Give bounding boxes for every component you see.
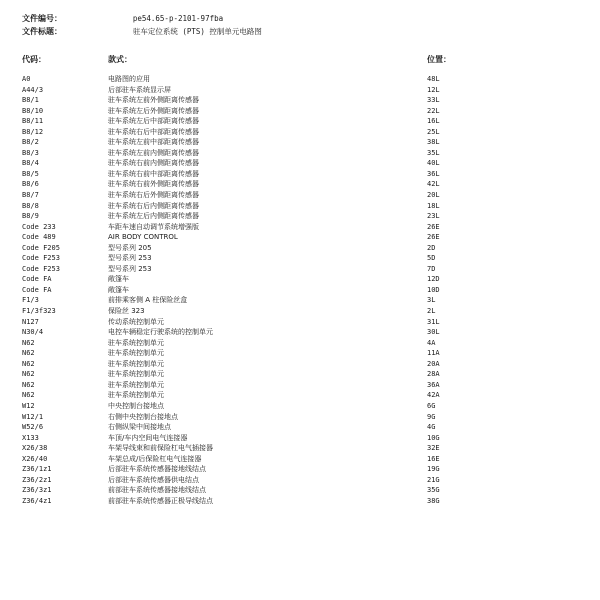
row-description: 敞篷车 — [108, 285, 129, 294]
row-description: 中央控制台接地点 — [108, 401, 164, 410]
row-position: 42L — [427, 180, 440, 189]
row-code: F1/3 — [22, 296, 39, 305]
row-description: 保险丝 323 — [108, 307, 145, 316]
row-code: A44/3 — [22, 85, 44, 94]
row-description: 前排乘客侧 A 柱保险丝盒 — [108, 296, 188, 305]
row-description: 驻车系统右后中部距离传感器 — [108, 127, 199, 136]
row-description: 驻车系统右后外侧距离传感器 — [108, 191, 199, 200]
row-code: Code F253 — [22, 254, 60, 263]
file-number-value: pe54.65-p-2101-97fba — [132, 14, 224, 23]
row-description: 驻车系统控制单元 — [108, 349, 164, 358]
table-row — [0, 232, 600, 243]
table-row — [0, 264, 600, 275]
table-header — [0, 54, 600, 66]
row-description: 驻车系统控制单元 — [108, 380, 164, 389]
table-row — [0, 201, 600, 212]
row-position: 30L — [427, 328, 440, 337]
row-code: Code 489 — [22, 233, 56, 242]
row-code: W12 — [22, 401, 35, 410]
row-position: 48L — [427, 75, 440, 83]
table-row — [0, 137, 600, 148]
row-description: 驻车系统右前内侧距离传感器 — [108, 159, 199, 168]
row-position: 32E — [427, 444, 440, 453]
row-description: 驻车系统左后外侧距离传感器 — [108, 106, 199, 115]
table-row — [0, 369, 600, 380]
row-description: 车距车速自动调节系统增强版 — [108, 222, 199, 231]
row-position: 22L — [427, 106, 440, 115]
table-row — [0, 274, 600, 285]
row-position: 28A — [427, 370, 440, 379]
file-number-label: 文件编号： — [22, 14, 62, 23]
table-row — [0, 338, 600, 349]
row-description: 后部驻车系统传感器供电结点 — [108, 475, 199, 484]
table-row — [0, 306, 600, 317]
row-position: 38G — [427, 496, 440, 505]
row-position: 16L — [427, 117, 440, 126]
table-row — [0, 106, 600, 117]
table-row — [0, 190, 600, 201]
table-row — [0, 158, 600, 169]
table-row — [0, 485, 600, 496]
table-row — [0, 327, 600, 338]
table-row — [0, 179, 600, 190]
row-code: Code FA — [22, 285, 52, 294]
row-code: B8/9 — [22, 212, 39, 221]
column-header-position: 位置： — [427, 55, 451, 64]
row-description: 驻车系统左后内侧距离传感器 — [108, 212, 199, 221]
row-code: Code F253 — [22, 264, 60, 273]
row-code: X26/38 — [22, 444, 48, 453]
row-code: B8/7 — [22, 191, 39, 200]
table-row — [0, 422, 600, 433]
table-row — [0, 348, 600, 359]
file-number-row — [22, 13, 223, 25]
table-row — [0, 222, 600, 233]
row-description: 驻车系统右前外侧距离传感器 — [108, 180, 199, 189]
row-position: 18L — [427, 201, 440, 210]
row-position: 36A — [427, 380, 440, 389]
row-description: 驻车系统左后中部距离传感器 — [108, 117, 199, 126]
component-list — [0, 74, 600, 506]
row-position: 11A — [427, 349, 440, 358]
row-position: 36L — [427, 169, 440, 178]
row-position: 4G — [427, 423, 436, 432]
row-position: 4A — [427, 338, 436, 347]
row-description: 驻车系统控制单元 — [108, 338, 164, 347]
row-description: 型号系列 253 — [108, 264, 152, 273]
row-code: X26/40 — [22, 454, 48, 463]
row-description: 车架导线束和前保险杠电气插接器 — [108, 444, 213, 453]
row-description: 型号系列 205 — [108, 243, 152, 252]
row-description: 后部驻车系统传感器接地线结点 — [108, 465, 206, 474]
row-description: 驻车系统右前中部距离传感器 — [108, 169, 199, 178]
file-title-row — [22, 26, 262, 38]
row-code: F1/3f323 — [22, 307, 56, 316]
row-description: 驻车系统控制单元 — [108, 391, 164, 400]
table-row — [0, 95, 600, 106]
row-description: 驻车系统右后内侧距离传感器 — [108, 201, 199, 210]
table-row — [0, 454, 600, 465]
row-description: AIR BODY CONTROL — [108, 233, 178, 242]
row-position: 10D — [427, 285, 440, 294]
table-row — [0, 401, 600, 412]
file-title-label: 文件标题： — [22, 27, 62, 36]
row-description: 右侧纵梁中间接地点 — [108, 423, 171, 432]
row-code: W12/1 — [22, 412, 44, 421]
row-position: 5D — [427, 254, 436, 263]
row-position: 26E — [427, 222, 440, 231]
row-code: Code F205 — [22, 243, 60, 252]
row-description: 驻车系统控制单元 — [108, 359, 164, 368]
row-position: 2D — [427, 243, 436, 252]
column-header-code: 代码： — [22, 55, 46, 64]
row-code: N62 — [22, 359, 35, 368]
row-position: 16E — [427, 454, 440, 463]
row-position: 19G — [427, 465, 440, 474]
row-code: B8/3 — [22, 148, 39, 157]
row-position: 12L — [427, 85, 440, 94]
table-row — [0, 211, 600, 222]
table-row — [0, 317, 600, 328]
row-position: 35L — [427, 148, 440, 157]
table-row — [0, 464, 600, 475]
row-code: B8/6 — [22, 180, 39, 189]
row-description: 驻车系统左前中部距离传感器 — [108, 138, 199, 147]
row-code: Z36/3z1 — [22, 486, 52, 495]
row-description: 后部驻车系统显示屏 — [108, 85, 171, 94]
table-row — [0, 127, 600, 138]
row-code: N62 — [22, 349, 35, 358]
row-code: A0 — [22, 75, 31, 83]
row-description: 车顶/车内空间电气连接器 — [108, 433, 188, 442]
table-row — [0, 285, 600, 296]
table-row — [0, 85, 600, 96]
table-row — [0, 443, 600, 454]
row-code: N62 — [22, 338, 35, 347]
row-code: N30/4 — [22, 328, 44, 337]
table-row — [0, 496, 600, 507]
row-code: N62 — [22, 391, 35, 400]
row-position: 3L — [427, 296, 436, 305]
row-description: 前部驻车系统传感器正极导线结点 — [108, 496, 213, 505]
row-position: 2L — [427, 307, 436, 316]
row-description: 驻车系统控制单元 — [108, 370, 164, 379]
row-code: B8/2 — [22, 138, 39, 147]
row-description: 电路图的应用 — [108, 75, 150, 83]
row-code: B8/5 — [22, 169, 39, 178]
row-position: 35G — [427, 486, 440, 495]
row-description: 传动系统控制单元 — [108, 317, 164, 326]
row-code: N62 — [22, 370, 35, 379]
row-code: B8/10 — [22, 106, 44, 115]
row-position: 20A — [427, 359, 440, 368]
row-code: B8/1 — [22, 96, 39, 105]
row-code: N127 — [22, 317, 39, 326]
row-position: 25L — [427, 127, 440, 136]
row-position: 40L — [427, 159, 440, 168]
row-code: B8/4 — [22, 159, 39, 168]
row-description: 电控车辆稳定行驶系统的控制单元 — [108, 328, 213, 337]
row-code: Code FA — [22, 275, 52, 284]
row-description: 驻车系统左前内侧距离传感器 — [108, 148, 199, 157]
table-row — [0, 74, 600, 85]
row-code: B8/12 — [22, 127, 44, 136]
row-description: 右侧中央控制台接地点 — [108, 412, 178, 421]
table-row — [0, 169, 600, 180]
row-code: Code 233 — [22, 222, 56, 231]
table-row — [0, 433, 600, 444]
row-position: 31L — [427, 317, 440, 326]
row-code: Z36/2z1 — [22, 475, 52, 484]
table-row — [0, 116, 600, 127]
row-description: 敞篷车 — [108, 275, 129, 284]
row-position: 9G — [427, 412, 436, 421]
row-code: N62 — [22, 380, 35, 389]
row-position: 26E — [427, 233, 440, 242]
row-position: 10G — [427, 433, 440, 442]
file-title-value: 驻车定位系统 (PTS) 控制单元电路图 — [132, 27, 262, 36]
row-position: 23L — [427, 212, 440, 221]
row-code: X133 — [22, 433, 39, 442]
row-position: 20L — [427, 191, 440, 200]
row-code: B8/8 — [22, 201, 39, 210]
table-row — [0, 243, 600, 254]
row-position: 6G — [427, 401, 436, 410]
row-code: Z36/1z1 — [22, 465, 52, 474]
table-row — [0, 295, 600, 306]
row-description: 驻车系统左前外侧距离传感器 — [108, 96, 199, 105]
row-code: Z36/4z1 — [22, 496, 52, 505]
table-row — [0, 475, 600, 486]
row-description: 车架总成/后保险杠电气连接器 — [108, 454, 202, 463]
row-description: 型号系列 253 — [108, 254, 152, 263]
table-row — [0, 148, 600, 159]
row-description: 前部驻车系统传感器接地线结点 — [108, 486, 206, 495]
row-position: 33L — [427, 96, 440, 105]
row-position: 12D — [427, 275, 440, 284]
row-position: 42A — [427, 391, 440, 400]
row-position: 38L — [427, 138, 440, 147]
row-position: 21G — [427, 475, 440, 484]
table-row — [0, 380, 600, 391]
table-row — [0, 359, 600, 370]
table-row — [0, 253, 600, 264]
table-row — [0, 390, 600, 401]
column-header-description: 款式： — [108, 55, 132, 64]
row-position: 7D — [427, 264, 436, 273]
table-row — [0, 412, 600, 423]
row-code: W52/6 — [22, 423, 44, 432]
row-code: B8/11 — [22, 117, 44, 126]
